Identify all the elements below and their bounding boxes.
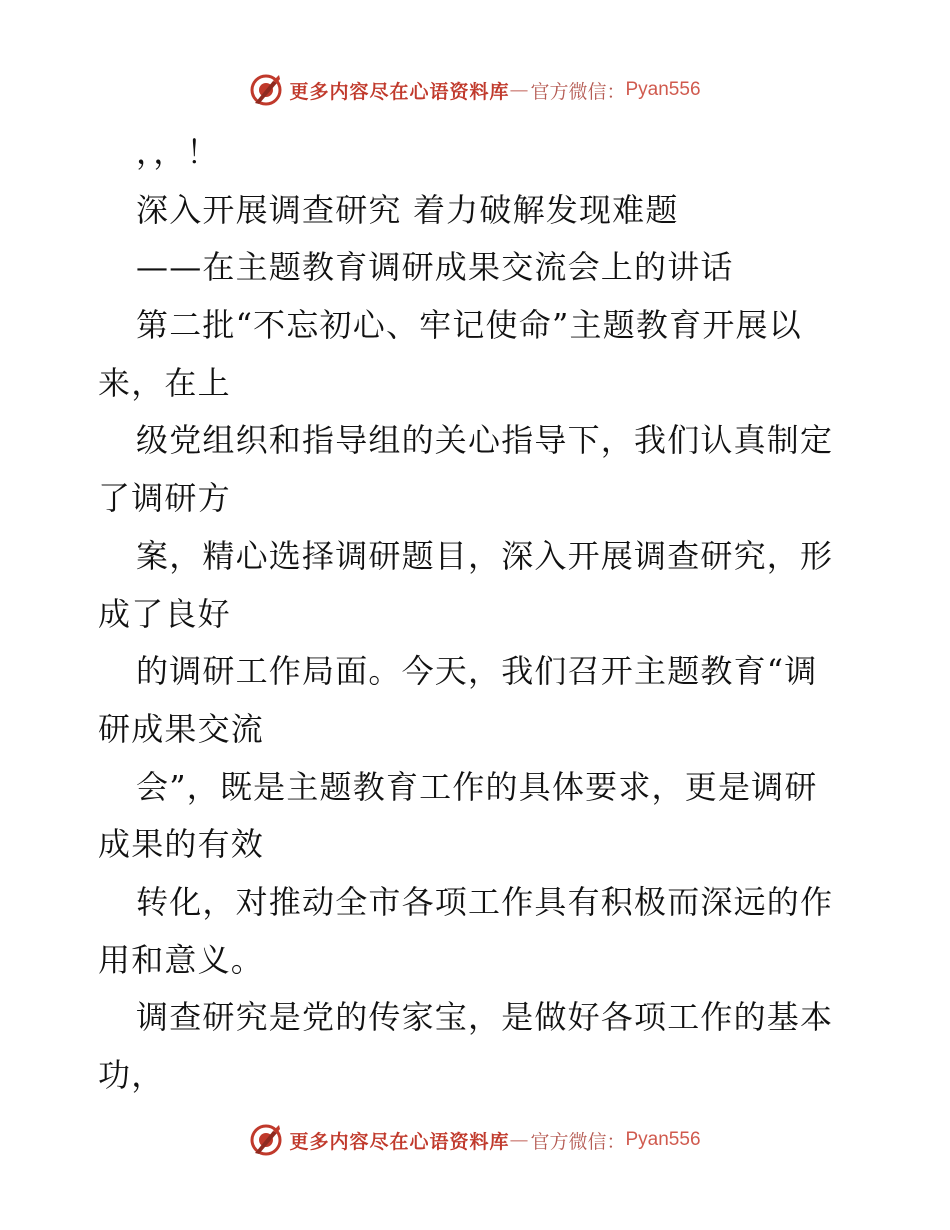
text-line: 第二批“不忘初心、牢记使命”主题教育开展以: [136, 306, 802, 345]
header-wechat-id: Pyan556: [625, 79, 701, 100]
text-line: 功，: [98, 1056, 165, 1094]
header-banner: [0, 70, 950, 110]
quill-logo-icon: [249, 73, 283, 107]
text-line: 的调研工作局面。今天，我们召开主题教育“调: [136, 652, 818, 691]
text-line: 成了良好: [98, 594, 231, 633]
text-line: 成果的有效: [98, 825, 265, 864]
text-line: ，，！: [136, 133, 220, 171]
header-banner-dash: —: [509, 79, 529, 101]
text-line: 会”，既是主题教育工作的具体要求，更是调研: [136, 767, 818, 806]
footer-wechat-label: 官方微信：: [530, 1130, 626, 1153]
footer-wechat-id: Pyan556: [625, 1129, 701, 1150]
text-line: 案，精心选择调研题目，深入开展调查研究，形: [136, 536, 834, 575]
document-body: [98, 124, 858, 1105]
text-line: 了调研方: [98, 479, 231, 518]
footer-banner-dash: —: [509, 1129, 529, 1151]
text-line: ——在主题教育调研成果交流会上的讲话: [136, 248, 734, 287]
header-banner-text: 更多内容尽在心语资料库: [289, 80, 510, 103]
text-line: 级党组织和指导组的关心指导下，我们认真制定: [136, 421, 834, 460]
footer-banner: [0, 1120, 950, 1160]
text-line: 用和意义。: [98, 940, 265, 979]
header-wechat-label: 官方微信：: [530, 80, 626, 103]
text-line: 转化，对推动全市各项工作具有积极而深远的作: [136, 882, 834, 921]
text-line: 调查研究是党的传家宝，是做好各项工作的基本: [136, 998, 834, 1037]
text-line: 来，在上: [98, 363, 231, 402]
footer-banner-text: 更多内容尽在心语资料库: [289, 1130, 510, 1153]
text-line: 研成果交流: [98, 709, 265, 748]
text-line: 深入开展调查研究 着力破解发现难题: [136, 190, 679, 229]
quill-logo-icon: [249, 1123, 283, 1157]
